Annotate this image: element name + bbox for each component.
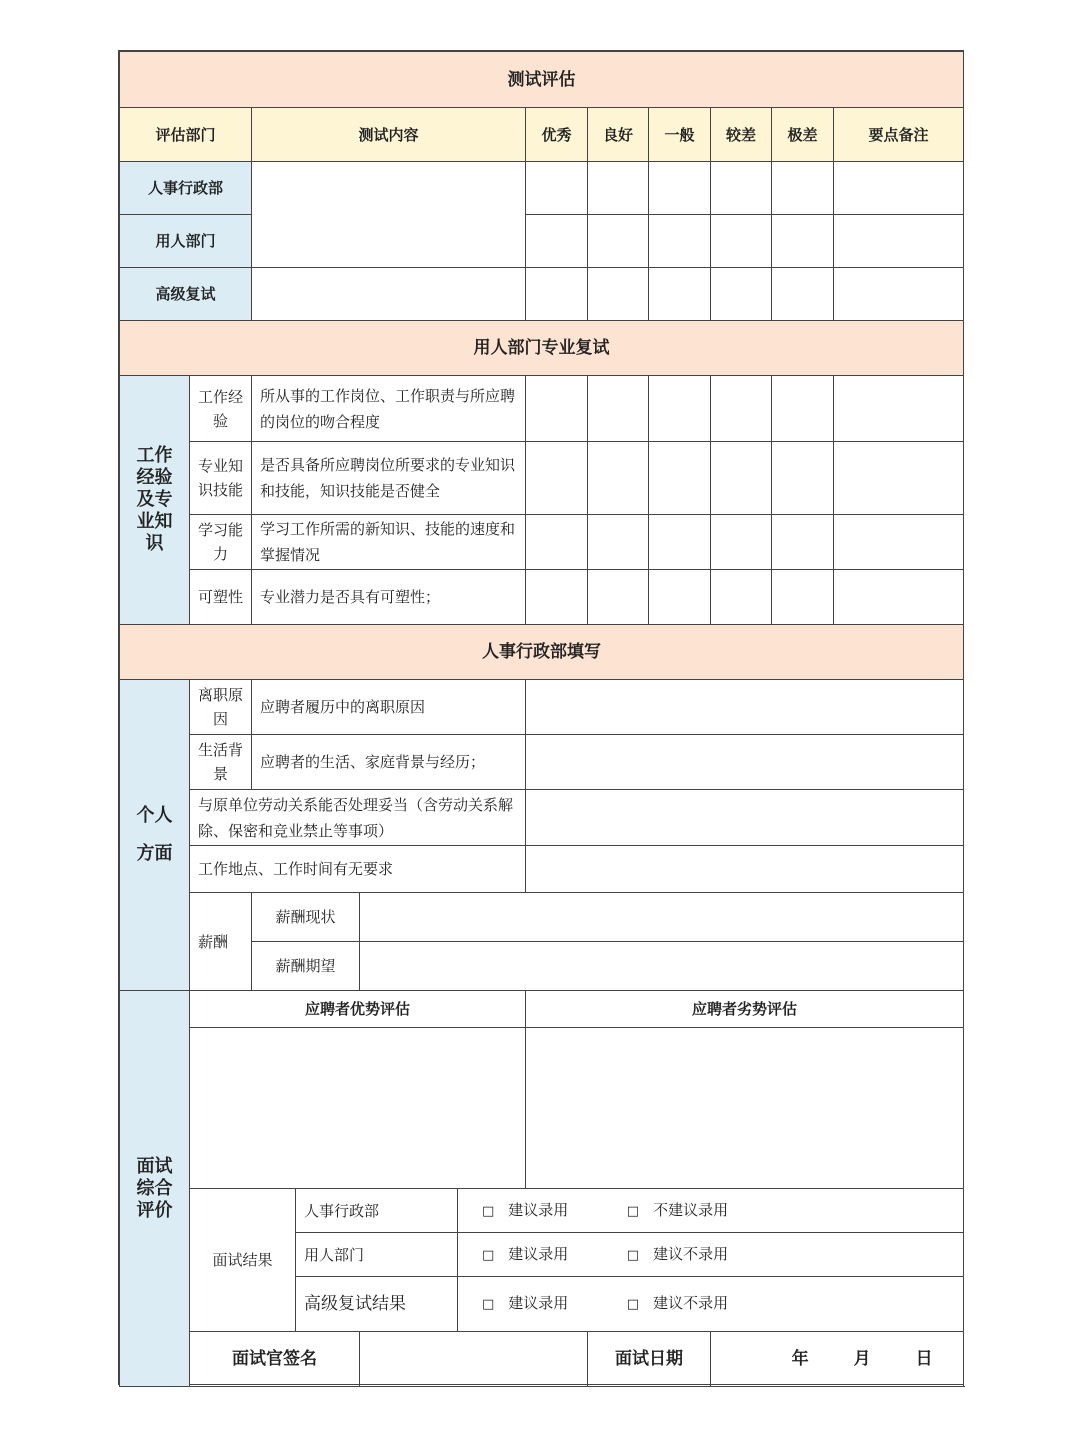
weaknesses-area[interactable] (526, 1028, 964, 1189)
salary-current-label: 薪酬现状 (252, 893, 360, 942)
result-dept: 人事行政部 (296, 1189, 458, 1233)
rating-cell[interactable] (588, 376, 649, 442)
checkbox-icon[interactable]: □ (626, 1297, 640, 1312)
test-content-cell[interactable] (252, 268, 526, 321)
rating-cell[interactable] (526, 376, 588, 442)
date-field[interactable] (711, 1332, 964, 1387)
result-options (458, 1233, 964, 1277)
rating-cell[interactable] (526, 162, 588, 215)
notes-cell[interactable] (834, 162, 964, 215)
side-line-2: 方面 (136, 843, 173, 864)
option-label: 建议录用 (508, 1244, 569, 1263)
rating-cell[interactable] (772, 376, 834, 442)
checkbox-icon[interactable]: □ (482, 1203, 495, 1219)
item-desc: 应聘者的生活、家庭背景与经历； (252, 735, 526, 790)
rating-cell[interactable] (526, 215, 588, 268)
rating-cell[interactable] (711, 376, 772, 442)
side-line-1: 个人 (136, 805, 173, 826)
rating-cell[interactable] (711, 268, 772, 321)
option-not-recommend[interactable] (627, 1197, 728, 1225)
rating-cell[interactable] (526, 515, 588, 570)
result-options (458, 1189, 964, 1233)
result-dept: 高级复试结果 (296, 1277, 458, 1332)
weaknesses-header: 应聘者劣势评估 (526, 991, 964, 1028)
salary-label: 薪酬 (190, 893, 252, 991)
item-desc: 工作地点、工作时间有无要求 (190, 846, 526, 893)
notes-cell[interactable] (834, 442, 964, 515)
notes-cell[interactable] (834, 570, 964, 625)
strengths-header: 应聘者优势评估 (190, 991, 526, 1028)
section-side-label (120, 680, 190, 991)
rating-cell[interactable] (711, 515, 772, 570)
item-desc: 所从事的工作岗位、工作职责与所应聘的岗位的吻合程度 (252, 376, 526, 442)
option-label: 不建议录用 (653, 1200, 729, 1219)
signature-field[interactable] (360, 1332, 588, 1387)
strengths-area[interactable] (190, 1028, 526, 1189)
item-label: 生活背景 (190, 735, 252, 790)
header-dept: 评估部门 (120, 108, 252, 162)
checkbox-icon[interactable]: □ (626, 1247, 640, 1263)
rating-cell[interactable] (772, 268, 834, 321)
notes-cell[interactable] (834, 215, 964, 268)
option-label: 建议录用 (508, 1294, 569, 1312)
evaluation-form (118, 50, 964, 1385)
rating-cell[interactable] (711, 215, 772, 268)
header-rating-5: 极差 (772, 108, 834, 162)
rating-cell[interactable] (649, 570, 711, 625)
item-desc: 应聘者履历中的离职原因 (252, 680, 526, 735)
rating-cell[interactable] (649, 515, 711, 570)
rating-cell[interactable] (772, 162, 834, 215)
section-side-label: 工作经验及专业知识 (120, 376, 190, 625)
rating-cell[interactable] (588, 162, 649, 215)
date-year: 年 (791, 1349, 809, 1369)
rating-cell[interactable] (772, 215, 834, 268)
option-recommend[interactable] (482, 1197, 622, 1225)
option-recommend[interactable] (482, 1241, 622, 1269)
section4-side-text: 面试综合评价 (136, 1155, 173, 1221)
header-rating-2: 良好 (588, 108, 649, 162)
section-side-label (120, 991, 190, 1387)
evaluation-table (119, 51, 964, 1387)
rating-cell[interactable] (526, 442, 588, 515)
test-row-label: 人事行政部 (120, 162, 252, 215)
result-label: 面试结果 (190, 1189, 296, 1332)
section-title: 人事行政部填写 (120, 625, 964, 680)
option-recommend[interactable] (482, 1290, 622, 1318)
header-rating-1: 优秀 (526, 108, 588, 162)
item-label: 工作经验 (190, 376, 252, 442)
rating-cell[interactable] (526, 268, 588, 321)
rating-cell[interactable] (588, 442, 649, 515)
rating-cell[interactable] (649, 268, 711, 321)
answer-cell[interactable] (526, 790, 964, 846)
rating-cell[interactable] (588, 215, 649, 268)
rating-cell[interactable] (711, 442, 772, 515)
rating-cell[interactable] (649, 215, 711, 268)
rating-cell[interactable] (588, 515, 649, 570)
salary-current-value[interactable] (360, 893, 964, 942)
option-label: 建议不录用 (653, 1294, 729, 1312)
item-label: 离职原因 (190, 680, 252, 735)
checkbox-icon[interactable]: □ (482, 1247, 495, 1263)
item-label: 学习能力 (190, 515, 252, 570)
rating-cell[interactable] (588, 570, 649, 625)
item-desc: 与原单位劳动关系能否处理妥当（含劳动关系解除、保密和竞业禁止等事项） (190, 790, 526, 846)
checkbox-icon[interactable]: □ (626, 1203, 640, 1219)
item-desc: 学习工作所需的新知识、技能的速度和掌握情况 (252, 515, 526, 570)
rating-cell[interactable] (772, 515, 834, 570)
answer-cell[interactable] (526, 680, 964, 735)
header-content: 测试内容 (252, 108, 526, 162)
option-not-recommend[interactable] (627, 1241, 728, 1269)
notes-cell[interactable] (834, 268, 964, 321)
header-rating-3: 一般 (649, 108, 711, 162)
date-day: 日 (915, 1349, 933, 1369)
rating-cell[interactable] (649, 376, 711, 442)
date-month: 月 (853, 1349, 871, 1369)
result-options (458, 1277, 964, 1332)
signature-label: 面试官签名 (190, 1332, 360, 1387)
result-dept: 用人部门 (296, 1233, 458, 1277)
rating-cell[interactable] (649, 162, 711, 215)
option-label: 建议不录用 (653, 1244, 729, 1263)
test-content-cell[interactable] (252, 162, 526, 268)
answer-cell[interactable] (526, 735, 964, 790)
option-label: 建议录用 (508, 1200, 569, 1219)
notes-cell[interactable] (834, 515, 964, 570)
notes-cell[interactable] (834, 376, 964, 442)
rating-cell[interactable] (649, 442, 711, 515)
rating-cell[interactable] (711, 162, 772, 215)
test-row-label: 用人部门 (120, 215, 252, 268)
item-label: 专业知识技能 (190, 442, 252, 515)
section-title: 用人部门专业复试 (120, 321, 964, 376)
item-desc: 是否具备所应聘岗位所要求的专业知识和技能，知识技能是否健全 (252, 442, 526, 515)
rating-cell[interactable] (526, 570, 588, 625)
item-desc: 专业潜力是否具有可塑性； (252, 570, 526, 625)
header-rating-4: 较差 (711, 108, 772, 162)
date-label: 面试日期 (588, 1332, 711, 1387)
rating-cell[interactable] (588, 268, 649, 321)
form-title: 测试评估 (120, 52, 964, 108)
header-notes: 要点备注 (834, 108, 964, 162)
rating-cell[interactable] (711, 570, 772, 625)
salary-expected-label: 薪酬期望 (252, 942, 360, 991)
salary-expected-value[interactable] (360, 942, 964, 991)
answer-cell[interactable] (526, 846, 964, 893)
rating-cell[interactable] (772, 570, 834, 625)
option-not-recommend[interactable] (627, 1290, 728, 1318)
item-label: 可塑性 (190, 570, 252, 625)
rating-cell[interactable] (772, 442, 834, 515)
test-row-label: 高级复试 (120, 268, 252, 321)
checkbox-icon[interactable]: □ (482, 1297, 495, 1312)
